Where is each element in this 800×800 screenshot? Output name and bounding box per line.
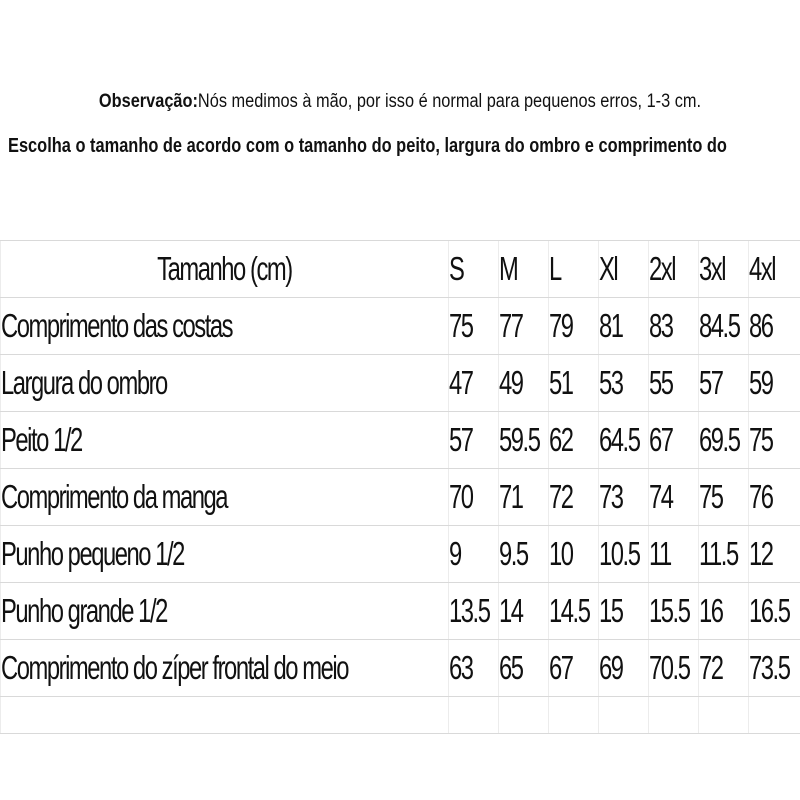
table-cell: 79 [549, 298, 599, 355]
table-cell: 73 [599, 469, 649, 526]
table-cell: 59.5 [499, 412, 549, 469]
empty-cell [599, 697, 649, 734]
header-size-s: S [449, 241, 499, 298]
note-text: Nós medimos à mão, por isso é normal para pequenos erros, 1-3 cm. [197, 91, 702, 112]
row-label: Comprimento das costas [1, 298, 449, 355]
table-cell: 9.5 [499, 526, 549, 583]
table-row [1, 355, 800, 412]
table-header-row [1, 241, 800, 298]
note-line [56, 88, 744, 116]
table-cell: 14.5 [549, 583, 599, 640]
empty-cell [549, 697, 599, 734]
table-cell: 49 [499, 355, 549, 412]
table-cell: 69 [599, 640, 649, 697]
empty-cell [649, 697, 699, 734]
table-cell: 65 [499, 640, 549, 697]
table-cell: 10 [549, 526, 599, 583]
table-cell: 84.5 [699, 298, 749, 355]
header-size-l: L [549, 241, 599, 298]
table-cell: 83 [649, 298, 699, 355]
table-cell: 55 [649, 355, 699, 412]
table-cell: 12 [749, 526, 800, 583]
table-cell: 86 [749, 298, 800, 355]
table-cell: 16 [699, 583, 749, 640]
empty-row [1, 697, 800, 734]
row-label: Comprimento do zíper frontal do meio [1, 640, 449, 697]
table-row [1, 412, 800, 469]
table-cell: 11 [649, 526, 699, 583]
note-label: Observação: [98, 91, 198, 112]
empty-cell [449, 697, 499, 734]
table-cell: 15 [599, 583, 649, 640]
empty-cell [1, 697, 449, 734]
header-size-label: Tamanho (cm) [1, 241, 449, 298]
table-cell: 76 [749, 469, 800, 526]
header-size-4xl: 4xl [749, 241, 800, 298]
table-cell: 69.5 [699, 412, 749, 469]
table-cell: 67 [549, 640, 599, 697]
table-cell: 72 [549, 469, 599, 526]
empty-cell [699, 697, 749, 734]
table-cell: 77 [499, 298, 549, 355]
table-cell: 75 [449, 298, 499, 355]
row-label: Comprimento da manga [1, 469, 449, 526]
measurement-note [0, 88, 800, 116]
table-cell: 63 [449, 640, 499, 697]
row-label: Punho grande 1/2 [1, 583, 449, 640]
table-row [1, 298, 800, 355]
table-cell: 75 [699, 469, 749, 526]
table-cell: 73.5 [749, 640, 800, 697]
size-table [0, 240, 800, 734]
table-cell: 9 [449, 526, 499, 583]
table-cell: 62 [549, 412, 599, 469]
table-cell: 74 [649, 469, 699, 526]
table-cell: 70 [449, 469, 499, 526]
table-cell: 71 [499, 469, 549, 526]
table-cell: 14 [499, 583, 549, 640]
table-row [1, 469, 800, 526]
table-cell: 10.5 [599, 526, 649, 583]
table-cell: 11.5 [699, 526, 749, 583]
header-size-2xl: 2xl [649, 241, 699, 298]
size-instruction: Escolha o tamanho de acordo com o tamanho do peito, largura do ombro e comprimento do [8, 135, 727, 157]
table-cell: 72 [699, 640, 749, 697]
table-row [1, 640, 800, 697]
header-size-xl: Xl [599, 241, 649, 298]
table-cell: 75 [749, 412, 800, 469]
table-cell: 16.5 [749, 583, 800, 640]
table-cell: 67 [649, 412, 699, 469]
empty-cell [499, 697, 549, 734]
row-label: Largura do ombro [1, 355, 449, 412]
table-cell: 57 [699, 355, 749, 412]
table-cell: 51 [549, 355, 599, 412]
table-cell: 53 [599, 355, 649, 412]
table-cell: 70.5 [649, 640, 699, 697]
table-cell: 64.5 [599, 412, 649, 469]
table-cell: 81 [599, 298, 649, 355]
table-row [1, 526, 800, 583]
row-label: Punho pequeno 1/2 [1, 526, 449, 583]
table-row [1, 583, 800, 640]
empty-cell [749, 697, 800, 734]
table-cell: 47 [449, 355, 499, 412]
table-cell: 13.5 [449, 583, 499, 640]
row-label: Peito 1/2 [1, 412, 449, 469]
size-chart [0, 240, 800, 734]
table-cell: 57 [449, 412, 499, 469]
header-size-3xl: 3xl [699, 241, 749, 298]
header-size-m: M [499, 241, 549, 298]
table-cell: 15.5 [649, 583, 699, 640]
table-cell: 59 [749, 355, 800, 412]
